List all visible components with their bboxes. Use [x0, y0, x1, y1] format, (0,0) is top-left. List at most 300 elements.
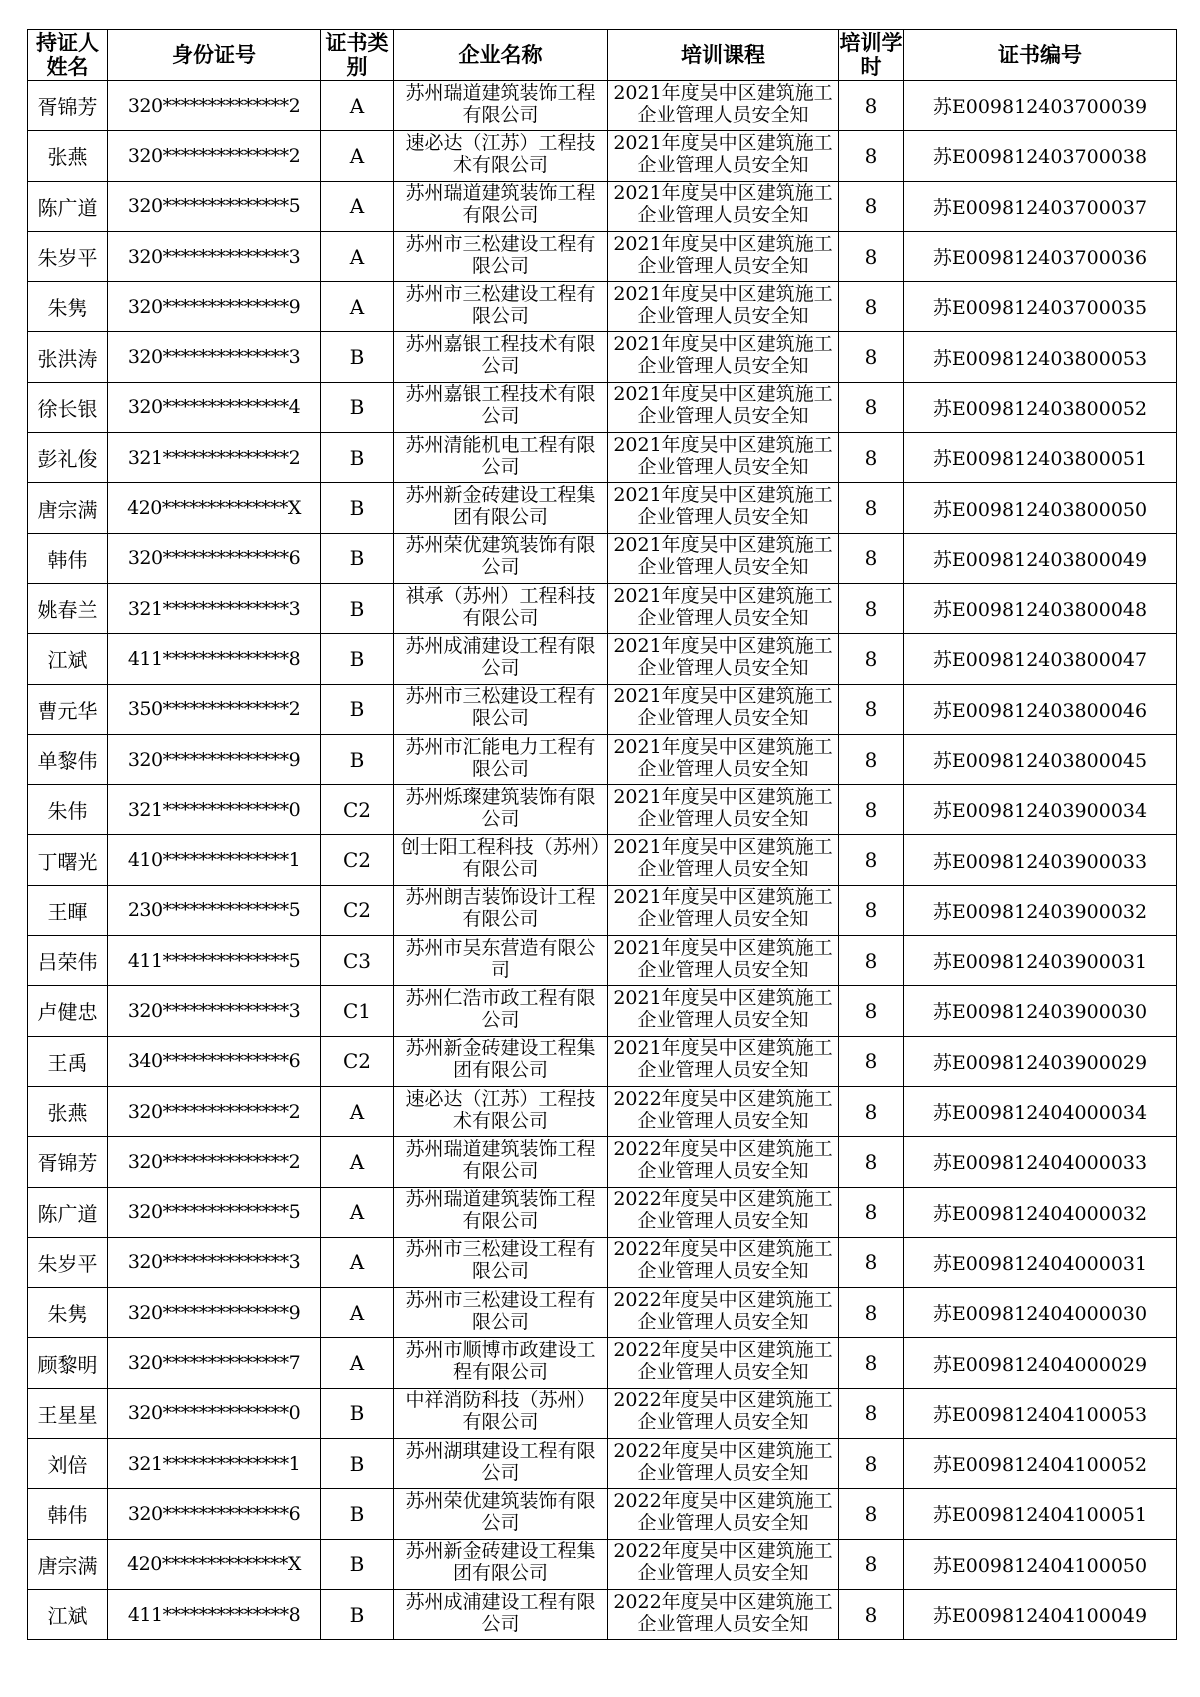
id-number-cell: 320**************7: [108, 1338, 321, 1388]
company-cell-text: 苏州瑞道建筑装饰工程有限公司: [405, 182, 596, 227]
course-cell: [608, 1187, 839, 1237]
company-cell: [394, 81, 608, 131]
company-cell-text: 苏州瑞道建筑装饰工程有限公司: [405, 1137, 596, 1182]
course-cell: [608, 1338, 839, 1388]
company-cell-text: 苏州新金砖建设工程集团有限公司: [405, 484, 596, 529]
holder-name-cell: 王禹: [28, 1036, 108, 1086]
holder-name-cell: 胥锦芳: [28, 1137, 108, 1187]
company-cell: [394, 835, 608, 885]
id-number-cell: 320**************4: [108, 382, 321, 432]
cert-type-cell: A: [321, 81, 394, 131]
company-cell: [394, 1036, 608, 1086]
company-cell-text: 速必达（江苏）工程技术有限公司: [405, 131, 596, 176]
hours-cell: 8: [839, 1237, 904, 1287]
table-row: [28, 131, 1177, 181]
id-number-cell: 411**************5: [108, 936, 321, 986]
course-cell: [608, 131, 839, 181]
table-header-row: [28, 30, 1177, 81]
holder-name-cell: 朱隽: [28, 282, 108, 332]
holder-name-cell: 张洪涛: [28, 332, 108, 382]
hours-cell: 8: [839, 785, 904, 835]
cert-type-cell: A: [321, 1338, 394, 1388]
holder-name-cell: 顾黎明: [28, 1338, 108, 1388]
course-cell-text: 2022年度吴中区建筑施工企业管理人员安全知: [613, 1288, 833, 1333]
cert-type-cell: C2: [321, 1036, 394, 1086]
hours-cell: 8: [839, 533, 904, 583]
course-cell-text: 2021年度吴中区建筑施工企业管理人员安全知: [613, 634, 833, 679]
hours-cell: 8: [839, 583, 904, 633]
table-row: [28, 634, 1177, 684]
holder-name-cell: 彭礼俊: [28, 433, 108, 483]
cert-type-cell: A: [321, 1187, 394, 1237]
company-cell-text: 苏州荣优建筑装饰有限公司: [405, 1489, 596, 1534]
table-row: [28, 282, 1177, 332]
course-cell-text: 2021年度吴中区建筑施工企业管理人员安全知: [613, 986, 833, 1031]
holder-name-cell: 王星星: [28, 1388, 108, 1438]
holder-name-cell: 丁曙光: [28, 835, 108, 885]
company-cell-text: 苏州烁璨建筑装饰有限公司: [405, 785, 596, 830]
holder-name-cell: 江斌: [28, 634, 108, 684]
id-number-cell: 320**************9: [108, 282, 321, 332]
company-cell: [394, 181, 608, 231]
id-number-cell: 320**************5: [108, 181, 321, 231]
id-number-cell: 340**************6: [108, 1036, 321, 1086]
holder-name-cell: 陈广道: [28, 1187, 108, 1237]
cert-number-cell: 苏E009812403800053: [904, 332, 1177, 382]
id-number-cell: 320**************0: [108, 1388, 321, 1438]
company-cell-text: 苏州市三松建设工程有限公司: [405, 685, 596, 730]
company-cell-text: 创士阳工程科技（苏州）有限公司: [400, 836, 601, 881]
company-cell: [394, 1489, 608, 1539]
id-number-cell: 320**************9: [108, 734, 321, 784]
id-number-cell: 411**************8: [108, 634, 321, 684]
hours-cell: 8: [839, 181, 904, 231]
hours-cell: 8: [839, 1086, 904, 1136]
cert-type-cell: C2: [321, 835, 394, 885]
company-cell: [394, 734, 608, 784]
table-row: [28, 1439, 1177, 1489]
id-number-cell: 321**************1: [108, 1439, 321, 1489]
hours-cell: 8: [839, 634, 904, 684]
course-cell-text: 2022年度吴中区建筑施工企业管理人员安全知: [613, 1137, 833, 1182]
company-cell: [394, 684, 608, 734]
header-course: 培训课程: [608, 30, 839, 81]
holder-name-cell: 朱隽: [28, 1288, 108, 1338]
cert-number-cell: 苏E009812403800046: [904, 684, 1177, 734]
cert-number-cell: 苏E009812404000030: [904, 1288, 1177, 1338]
course-cell-text: 2022年度吴中区建筑施工企业管理人员安全知: [613, 1087, 833, 1132]
table-row: [28, 1589, 1177, 1639]
cert-number-cell: 苏E009812403800049: [904, 533, 1177, 583]
cert-number-cell: 苏E009812403800047: [904, 634, 1177, 684]
company-cell-text: 苏州嘉银工程技术有限公司: [405, 333, 596, 378]
course-cell-text: 2021年度吴中区建筑施工企业管理人员安全知: [613, 282, 833, 327]
course-cell: [608, 181, 839, 231]
cert-type-cell: B: [321, 433, 394, 483]
cert-number-cell: 苏E009812403800050: [904, 483, 1177, 533]
table-row: [28, 1237, 1177, 1287]
hours-cell: 8: [839, 231, 904, 281]
company-cell: [394, 1086, 608, 1136]
course-cell-text: 2021年度吴中区建筑施工企业管理人员安全知: [613, 383, 833, 428]
cert-type-cell: B: [321, 483, 394, 533]
id-number-cell: 321**************0: [108, 785, 321, 835]
cert-number-cell: 苏E009812403800048: [904, 583, 1177, 633]
cert-type-cell: B: [321, 382, 394, 432]
course-cell-text: 2021年度吴中区建筑施工企业管理人员安全知: [613, 785, 833, 830]
course-cell-text: 2022年度吴中区建筑施工企业管理人员安全知: [613, 1238, 833, 1283]
cert-type-cell: B: [321, 583, 394, 633]
table-row: [28, 1137, 1177, 1187]
company-cell: [394, 1237, 608, 1287]
company-cell-text: 中祥消防科技（苏州）有限公司: [405, 1389, 596, 1434]
cert-type-cell: B: [321, 634, 394, 684]
hours-cell: 8: [839, 1036, 904, 1086]
cert-number-cell: 苏E009812404000034: [904, 1086, 1177, 1136]
table-row: [28, 433, 1177, 483]
cert-type-cell: A: [321, 231, 394, 281]
course-cell-text: 2021年度吴中区建筑施工企业管理人员安全知: [613, 333, 833, 378]
company-cell-text: 苏州市顺博市政建设工程有限公司: [405, 1339, 596, 1384]
table-row: [28, 1539, 1177, 1589]
holder-name-cell: 朱岁平: [28, 231, 108, 281]
holder-name-cell: 徐长银: [28, 382, 108, 432]
table-row: [28, 332, 1177, 382]
course-cell: [608, 533, 839, 583]
company-cell: [394, 231, 608, 281]
company-cell-text: 苏州成浦建设工程有限公司: [405, 634, 596, 679]
cert-number-cell: 苏E009812404100053: [904, 1388, 1177, 1438]
cert-type-cell: B: [321, 1589, 394, 1639]
hours-cell: 8: [839, 1489, 904, 1539]
company-cell: [394, 1388, 608, 1438]
holder-name-cell: 韩伟: [28, 533, 108, 583]
cert-number-cell: 苏E009812403800045: [904, 734, 1177, 784]
course-cell-text: 2022年度吴中区建筑施工企业管理人员安全知: [613, 1439, 833, 1484]
id-number-cell: 420**************X: [108, 1539, 321, 1589]
company-cell-text: 苏州仁浩市政工程有限公司: [405, 986, 596, 1031]
table-row: [28, 1388, 1177, 1438]
course-cell: [608, 1539, 839, 1589]
table-row: [28, 1036, 1177, 1086]
course-cell: [608, 1589, 839, 1639]
hours-cell: 8: [839, 1288, 904, 1338]
course-cell: [608, 1036, 839, 1086]
company-cell: [394, 533, 608, 583]
cert-type-cell: B: [321, 1388, 394, 1438]
company-cell-text: 祺承（苏州）工程科技有限公司: [405, 584, 596, 629]
course-cell-text: 2022年度吴中区建筑施工企业管理人员安全知: [613, 1489, 833, 1534]
company-cell: [394, 332, 608, 382]
holder-name-cell: 韩伟: [28, 1489, 108, 1539]
company-cell-text: 苏州清能机电工程有限公司: [405, 433, 596, 478]
cert-type-cell: C2: [321, 785, 394, 835]
company-cell-text: 苏州市三松建设工程有限公司: [405, 1288, 596, 1333]
course-cell: [608, 1086, 839, 1136]
cert-number-cell: 苏E009812403900034: [904, 785, 1177, 835]
company-cell: [394, 936, 608, 986]
cert-number-cell: 苏E009812404000032: [904, 1187, 1177, 1237]
company-cell: [394, 1439, 608, 1489]
company-cell-text: 苏州市三松建设工程有限公司: [405, 1238, 596, 1283]
course-cell-text: 2021年度吴中区建筑施工企业管理人员安全知: [613, 735, 833, 780]
hours-cell: 8: [839, 936, 904, 986]
hours-cell: 8: [839, 734, 904, 784]
hours-cell: 8: [839, 483, 904, 533]
course-cell-text: 2021年度吴中区建筑施工企业管理人员安全知: [613, 936, 833, 981]
cert-number-cell: 苏E009812403900031: [904, 936, 1177, 986]
hours-cell: 8: [839, 282, 904, 332]
table-row: [28, 1288, 1177, 1338]
cert-type-cell: A: [321, 282, 394, 332]
cert-type-cell: B: [321, 734, 394, 784]
table-row: [28, 583, 1177, 633]
course-cell: [608, 684, 839, 734]
hours-cell: 8: [839, 1439, 904, 1489]
company-cell-text: 苏州瑞道建筑装饰工程有限公司: [405, 81, 596, 126]
holder-name-cell: 胥锦芳: [28, 81, 108, 131]
header-holder-name: 持证人姓名: [28, 30, 108, 81]
company-cell: [394, 1137, 608, 1187]
cert-type-cell: B: [321, 1489, 394, 1539]
cert-number-cell: 苏E009812404100051: [904, 1489, 1177, 1539]
course-cell-text: 2021年度吴中区建筑施工企业管理人员安全知: [613, 886, 833, 931]
table-row: [28, 734, 1177, 784]
table-row: [28, 1338, 1177, 1388]
holder-name-cell: 王暉: [28, 885, 108, 935]
holder-name-cell: 卢健忠: [28, 986, 108, 1036]
company-cell: [394, 382, 608, 432]
course-cell: [608, 885, 839, 935]
table-row: [28, 835, 1177, 885]
holder-name-cell: 朱岁平: [28, 1237, 108, 1287]
course-cell: [608, 986, 839, 1036]
cert-number-cell: 苏E009812404100049: [904, 1589, 1177, 1639]
holder-name-cell: 单黎伟: [28, 734, 108, 784]
cert-number-cell: 苏E009812403800051: [904, 433, 1177, 483]
table-row: [28, 1187, 1177, 1237]
id-number-cell: 230**************5: [108, 885, 321, 935]
company-cell: [394, 1589, 608, 1639]
company-cell: [394, 634, 608, 684]
cert-number-cell: 苏E009812403900030: [904, 986, 1177, 1036]
cert-number-cell: 苏E009812403700038: [904, 131, 1177, 181]
header-cert-type: 证书类别: [321, 30, 394, 81]
course-cell-text: 2021年度吴中区建筑施工企业管理人员安全知: [613, 534, 833, 579]
cert-type-cell: A: [321, 131, 394, 181]
cert-number-cell: 苏E009812403700039: [904, 81, 1177, 131]
cert-number-cell: 苏E009812403700037: [904, 181, 1177, 231]
course-cell-text: 2021年度吴中区建筑施工企业管理人员安全知: [613, 584, 833, 629]
hours-cell: 8: [839, 885, 904, 935]
hours-cell: 8: [839, 1137, 904, 1187]
table-row: [28, 483, 1177, 533]
course-cell: [608, 1388, 839, 1438]
company-cell: [394, 131, 608, 181]
holder-name-cell: 吕荣伟: [28, 936, 108, 986]
cert-type-cell: B: [321, 684, 394, 734]
company-cell-text: 苏州新金砖建设工程集团有限公司: [405, 1540, 596, 1585]
hours-cell: 8: [839, 1338, 904, 1388]
holder-name-cell: 唐宗满: [28, 1539, 108, 1589]
course-cell-text: 2021年度吴中区建筑施工企业管理人员安全知: [613, 131, 833, 176]
course-cell: [608, 81, 839, 131]
table-row: [28, 181, 1177, 231]
hours-cell: 8: [839, 332, 904, 382]
course-cell: [608, 1137, 839, 1187]
holder-name-cell: 唐宗满: [28, 483, 108, 533]
id-number-cell: 320**************3: [108, 986, 321, 1036]
holder-name-cell: 张燕: [28, 131, 108, 181]
course-cell: [608, 1237, 839, 1287]
course-cell: [608, 583, 839, 633]
cert-type-cell: B: [321, 533, 394, 583]
company-cell-text: 苏州荣优建筑装饰有限公司: [405, 534, 596, 579]
header-cert-number: 证书编号: [904, 30, 1177, 81]
table-row: [28, 785, 1177, 835]
company-cell-text: 苏州市吴东营造有限公司: [405, 936, 596, 981]
hours-cell: 8: [839, 1589, 904, 1639]
company-cell: [394, 433, 608, 483]
header-company: 企业名称: [394, 30, 608, 81]
cert-number-cell: 苏E009812403900032: [904, 885, 1177, 935]
table-row: [28, 382, 1177, 432]
cert-type-cell: C2: [321, 885, 394, 935]
id-number-cell: 320**************6: [108, 1489, 321, 1539]
course-cell-text: 2021年度吴中区建筑施工企业管理人员安全知: [613, 1037, 833, 1082]
company-cell: [394, 483, 608, 533]
course-cell: [608, 785, 839, 835]
course-cell: [608, 231, 839, 281]
table-row: [28, 936, 1177, 986]
course-cell: [608, 1439, 839, 1489]
cert-number-cell: 苏E009812403700036: [904, 231, 1177, 281]
cert-number-cell: 苏E009812404100050: [904, 1539, 1177, 1589]
hours-cell: 8: [839, 684, 904, 734]
header-hours: 培训学时: [839, 30, 903, 79]
holder-name-cell: 刘倍: [28, 1439, 108, 1489]
table-row: [28, 81, 1177, 131]
company-cell: [394, 1539, 608, 1589]
cert-type-cell: A: [321, 1137, 394, 1187]
company-cell: [394, 282, 608, 332]
course-cell-text: 2021年度吴中区建筑施工企业管理人员安全知: [613, 836, 833, 881]
hours-cell: 8: [839, 1388, 904, 1438]
id-number-cell: 320**************9: [108, 1288, 321, 1338]
course-cell-text: 2022年度吴中区建筑施工企业管理人员安全知: [613, 1540, 833, 1585]
cert-type-cell: C1: [321, 986, 394, 1036]
header-id-number: 身份证号: [108, 30, 321, 81]
cert-type-cell: B: [321, 1439, 394, 1489]
table-row: [28, 533, 1177, 583]
id-number-cell: 320**************3: [108, 1237, 321, 1287]
hours-cell: 8: [839, 382, 904, 432]
course-cell: [608, 1288, 839, 1338]
id-number-cell: 321**************2: [108, 433, 321, 483]
holder-name-cell: 曹元华: [28, 684, 108, 734]
certificate-table: [27, 29, 1177, 1640]
table-row: [28, 1489, 1177, 1539]
table-row: [28, 231, 1177, 281]
company-cell: [394, 986, 608, 1036]
company-cell-text: 苏州市汇能电力工程有限公司: [405, 735, 596, 780]
course-cell-text: 2022年度吴中区建筑施工企业管理人员安全知: [613, 1389, 833, 1434]
table-row: [28, 885, 1177, 935]
company-cell-text: 苏州湖琪建设工程有限公司: [405, 1439, 596, 1484]
company-cell-text: 苏州成浦建设工程有限公司: [405, 1590, 596, 1635]
cert-number-cell: 苏E009812403800052: [904, 382, 1177, 432]
course-cell-text: 2022年度吴中区建筑施工企业管理人员安全知: [613, 1339, 833, 1384]
company-cell-text: 苏州嘉银工程技术有限公司: [405, 383, 596, 428]
holder-name-cell: 张燕: [28, 1086, 108, 1136]
course-cell: [608, 1489, 839, 1539]
cert-type-cell: A: [321, 1288, 394, 1338]
table-row: [28, 986, 1177, 1036]
course-cell: [608, 433, 839, 483]
id-number-cell: 320**************5: [108, 1187, 321, 1237]
id-number-cell: 410**************1: [108, 835, 321, 885]
hours-cell: 8: [839, 131, 904, 181]
company-cell-text: 苏州市三松建设工程有限公司: [405, 232, 596, 277]
id-number-cell: 320**************6: [108, 533, 321, 583]
holder-name-cell: 陈广道: [28, 181, 108, 231]
hours-cell: 8: [839, 81, 904, 131]
course-cell: [608, 734, 839, 784]
cert-type-cell: C3: [321, 936, 394, 986]
course-cell-text: 2021年度吴中区建筑施工企业管理人员安全知: [613, 81, 833, 126]
course-cell: [608, 483, 839, 533]
company-cell-text: 苏州朗吉装饰设计工程有限公司: [405, 886, 596, 931]
id-number-cell: 321**************3: [108, 583, 321, 633]
cert-number-cell: 苏E009812404000033: [904, 1137, 1177, 1187]
cert-number-cell: 苏E009812404000031: [904, 1237, 1177, 1287]
hours-cell: 8: [839, 835, 904, 885]
id-number-cell: 350**************2: [108, 684, 321, 734]
course-cell: [608, 382, 839, 432]
cert-number-cell: 苏E009812403900033: [904, 835, 1177, 885]
cert-type-cell: B: [321, 1539, 394, 1589]
hours-cell: 8: [839, 986, 904, 1036]
cert-type-cell: A: [321, 181, 394, 231]
id-number-cell: 420**************X: [108, 483, 321, 533]
holder-name-cell: 江斌: [28, 1589, 108, 1639]
course-cell: [608, 332, 839, 382]
company-cell: [394, 1338, 608, 1388]
company-cell: [394, 1288, 608, 1338]
company-cell-text: 速必达（江苏）工程技术有限公司: [405, 1087, 596, 1132]
hours-cell: 8: [839, 1187, 904, 1237]
company-cell-text: 苏州瑞道建筑装饰工程有限公司: [405, 1188, 596, 1233]
cert-number-cell: 苏E009812404000029: [904, 1338, 1177, 1388]
company-cell: [394, 885, 608, 935]
company-cell-text: 苏州市三松建设工程有限公司: [405, 282, 596, 327]
cert-number-cell: 苏E009812403900029: [904, 1036, 1177, 1086]
holder-name-cell: 朱伟: [28, 785, 108, 835]
company-cell-text: 苏州新金砖建设工程集团有限公司: [405, 1037, 596, 1082]
course-cell-text: 2021年度吴中区建筑施工企业管理人员安全知: [613, 685, 833, 730]
hours-cell: 8: [839, 433, 904, 483]
course-cell-text: 2021年度吴中区建筑施工企业管理人员安全知: [613, 433, 833, 478]
course-cell-text: 2022年度吴中区建筑施工企业管理人员安全知: [613, 1188, 833, 1233]
id-number-cell: 320**************3: [108, 332, 321, 382]
id-number-cell: 411**************8: [108, 1589, 321, 1639]
course-cell: [608, 634, 839, 684]
course-cell: [608, 936, 839, 986]
course-cell: [608, 835, 839, 885]
id-number-cell: 320**************2: [108, 1137, 321, 1187]
id-number-cell: 320**************2: [108, 81, 321, 131]
id-number-cell: 320**************3: [108, 231, 321, 281]
